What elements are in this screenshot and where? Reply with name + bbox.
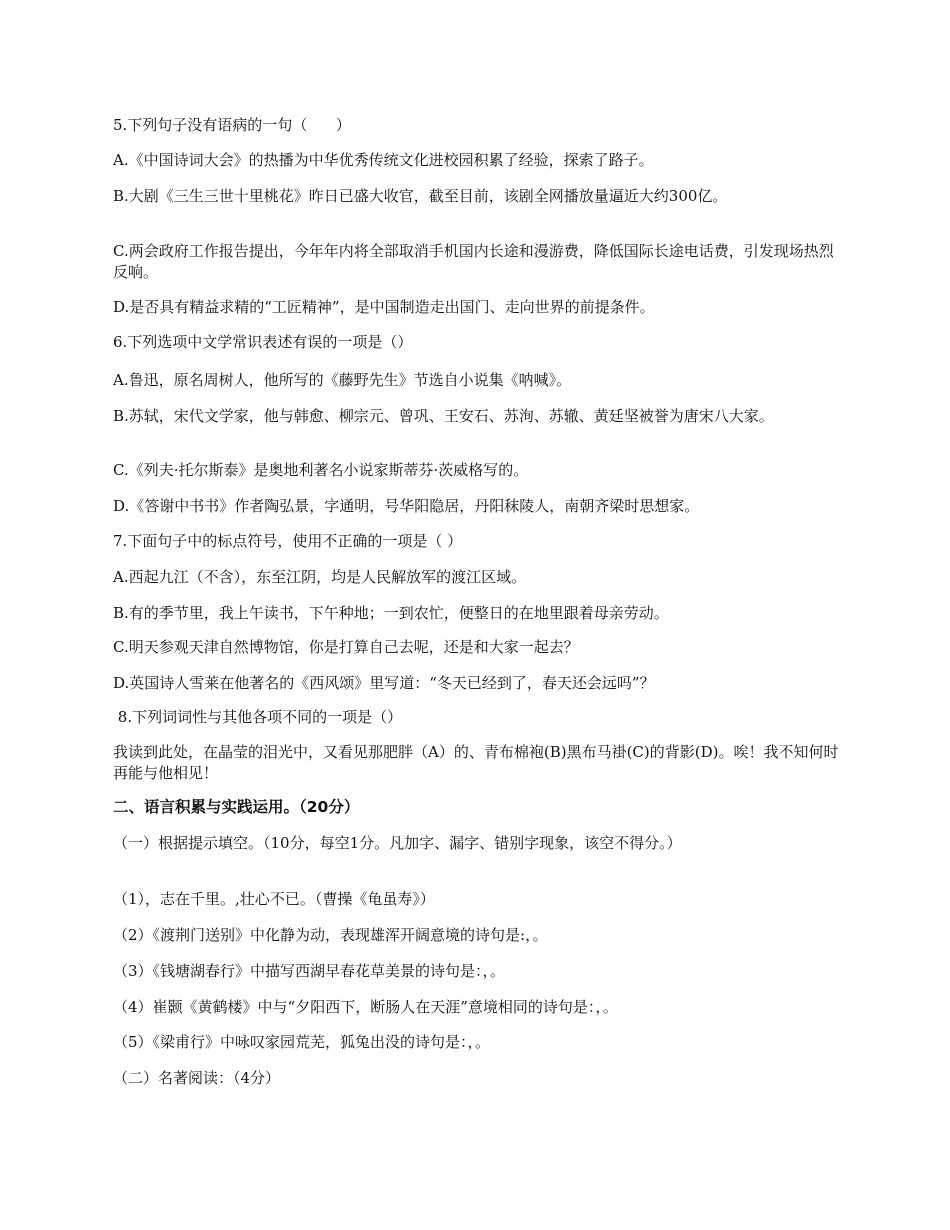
section-2-part-1-instructions: （一）根据提示填空。（10分，每空1分。凡加字、漏字、错别字现象，该空不得分。） <box>113 834 682 852</box>
question-5-option-d: D.是否具有精益求精的“工匠精神”，是中国制造走出国门、走向世界的前提条件。 <box>113 298 655 316</box>
question-6-option-a: A.鲁迅，原名周树人，他所写的《藤野先生》节选自小说集《呐喊》。 <box>113 371 572 389</box>
fill-in-item-5: （5）《梁甫行》中咏叹家园荒芜，狐兔出没的诗句是：，。 <box>113 1033 491 1051</box>
fill-in-item-2: （2）《渡荆门送别》中化静为动，表现雄浑开阔意境的诗句是:，。 <box>113 926 548 944</box>
question-5-option-c: C.两会政府工作报告提出，今年年内将全部取消手机国内长途和漫游费，降低国际长途电话费，引发现场热烈反响。 <box>113 242 834 281</box>
section-2-heading: 二、语言积累与实践运用。（20分） <box>113 798 360 816</box>
question-6-option-c: C.《列夫·托尔斯泰》是奥地利著名小说家斯蒂芬·茨威格写的。 <box>113 461 529 479</box>
question-7-option-d: D.英国诗人雪莱在他著名的《西风颂》里写道：“冬天已经到了，春天还会远吗”？ <box>113 674 655 692</box>
question-7-option-a: A.西起九江（不含），东至江阴，均是人民解放军的渡江区域。 <box>113 568 527 586</box>
question-8-stem: 8.下列词词性与其他各项不同的一项是（） <box>113 708 403 726</box>
question-6-option-b: B.苏轼，宋代文学家，他与韩愈、柳宗元、曾巩、王安石、苏洵、苏辙、黄廷坚被誉为唐宋八大家。 <box>113 407 774 425</box>
question-6-stem: 6.下列选项中文学常识表述有误的一项是（） <box>113 333 413 351</box>
fill-in-item-3: （3）《钱塘湖春行》中描写西湖早春花草美景的诗句是：，。 <box>113 962 506 980</box>
question-8-passage: 我读到此处，在晶莹的泪光中，又看见那肥胖（A）的、青布棉袍(B)黑布马褂(C)的背影(D)。唉！我不知何时再能与他相见！ <box>113 743 839 782</box>
question-5-stem: 5.下列句子没有语病的一句（ ） <box>113 116 351 134</box>
fill-in-item-4: （4）崔颢《黄鹤楼》中与“夕阳西下，断肠人在天涯”意境相同的诗句是：，。 <box>113 998 618 1016</box>
question-5-option-a: A.《中国诗词大会》的热播为中华优秀传统文化进校园积累了经验，探索了路子。 <box>113 151 654 169</box>
question-5-option-b: B.大剧《三生三世十里桃花》昨日已盛大收官，截至目前，该剧全网播放量逼近大约300亿。 <box>113 187 728 205</box>
question-7-stem: 7.下面句子中的标点符号，使用不正确的一项是（ ） <box>113 532 463 550</box>
fill-in-item-1: （1），志在千里。,壮心不已。（曹操《龟虽寿》） <box>113 890 435 908</box>
question-7-option-c: C.明天参观天津自然博物馆，你是打算自己去呢，还是和大家一起去？ <box>113 638 579 656</box>
question-6-option-d: D.《答谢中书书》作者陶弘景，字通明，号华阳隐居，丹阳秣陵人，南朝齐梁时思想家。 <box>113 497 700 515</box>
section-2-part-2-heading: （二）名著阅读：（4分） <box>113 1069 281 1087</box>
question-7-option-b: B.有的季节里，我上午读书，下午种地；一到农忙，便整日的在地里跟着母亲劳动。 <box>113 604 669 622</box>
